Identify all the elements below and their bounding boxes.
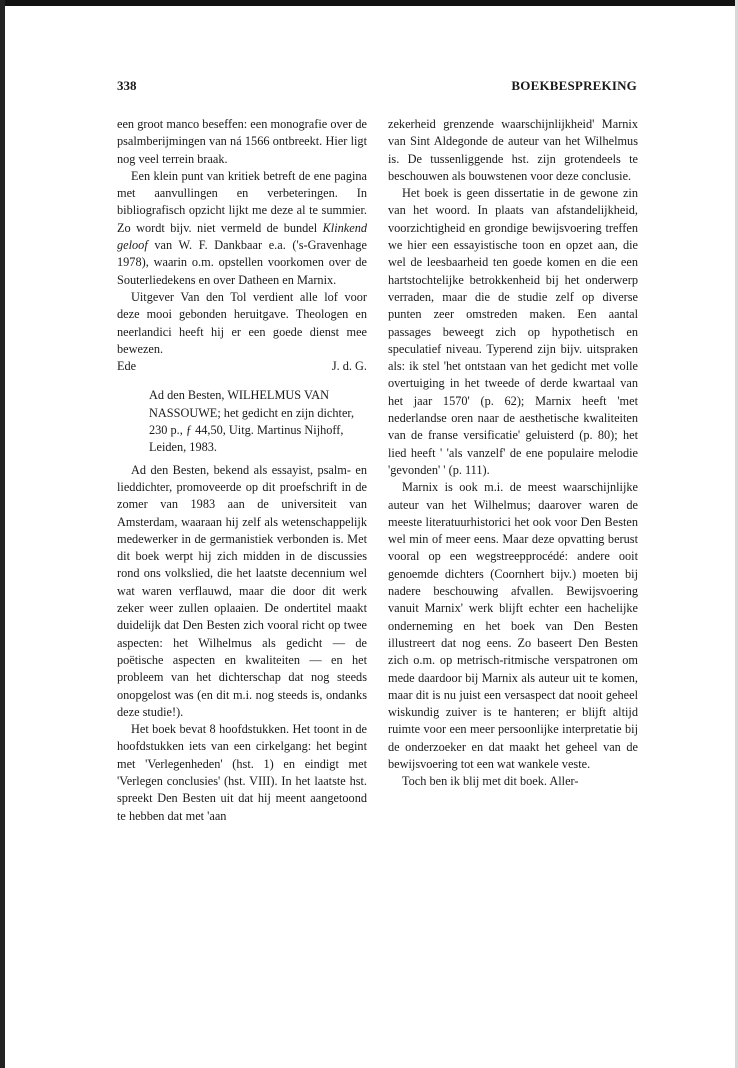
running-head: BOEKBESPREKING xyxy=(511,78,637,93)
signature-initials: J. d. G. xyxy=(331,359,367,374)
left-column xyxy=(117,116,367,825)
paragraph: Uitgever Van den Tol verdient alle lof voor deze mooi gebonden heruitgave. Theologen en neerlandici heeft hij er een goede dienst mee bewezen. xyxy=(117,289,367,356)
page-header xyxy=(117,78,637,96)
paragraph-text: Een klein punt van kritiek betreft de ene pagina met aanvullingen en verbeteringen. In bibliografisch opzicht lijkt me deze al te summier. Zo wordt bijv. niet vermeld de bundel xyxy=(117,168,367,235)
paragraph-text: van W. F. Dankbaar e.a. ('s-Gravenhage 1978), waarin o.m. opstellen voorkomen over de Souterliedekens en over Datheen en Marnix. xyxy=(117,238,367,287)
scan-edge-left xyxy=(0,0,5,1068)
book-title-italic: Klinkend geloof xyxy=(117,220,367,253)
paragraph: Het boek is geen dissertatie in de gewone zin van het woord. In plaats van afstandelijkheid, voorzichtigheid en grondige bewijsvoering treffen we hier een essayistische toon en opzet aan, die wel de leesbaarheid ten goede komen en die een hartstochtelijke betrokkenheid bij het onderwerp verraden, maar die de studie zelf op diverse punten zeer omstreden maken. Een aantal passages beweegt zich op hypothetisch en speculatief niveau. Typerend zijn bijv. uitspraken als: ik stel 'het ontstaan van het gedicht met volle overtuiging in het tweede of derde kwartaal van het jaar 1570' (p. 62); Marnix heeft 'met nederlandse oren naar de aesthetische kwaliteiten van de franse versificatie' geluisterd (p. 80); het lied heeft ' 'als vanzelf' de ene populaire melodie 'gevonden' ' (p. 111). xyxy=(388,186,638,477)
paragraph: Marnix is ook m.i. de meest waarschijnlijke auteur van het Wilhelmus; daarover waren de meeste literatuurhistorici het ook voor Den Besten wel min of meer eens. Maar deze opvatting berust vooral op een wegstreepprocédé: andere ooit genoemde dichters (Coornhert bijv.) moeten bij nadere beschouwing afvallen. Bewijsvoering vanuit Marnix' werk blijft echter een hachelijke onderneming en het boek van Den Besten illustreert dat nog eens. Zo baseert Den Besten zich o.m. op metrisch-ritmische verspatronen om mede daardoor bij Marnix als auteur uit te komen, maar dit is nu juist een versaspect dat nooit geheel wiskundig zuiver is te hanteren; er blijft altijd ruimte voor een meer persoonlijke interpretatie bij de onderzoeker en dat maakt het geheel van de bewijsvoering tot een wat wankele veste. xyxy=(388,480,638,771)
paragraph: Toch ben ik blij met dit boek. Aller- xyxy=(402,774,579,789)
book-citation: Ad den Besten, WILHELMUS VAN NASSOUWE; het gedicht en zijn dichter, 230 p., ƒ 44,50, Uitg. Martinus Nijhoff, Leiden, 1983. xyxy=(149,388,355,455)
paragraph: Ad den Besten, bekend als essayist, psalm- en lieddichter, promoveerde op dit proefschrift in de zomer van 1983 aan de universiteit van Amsterdam, waaraan hij zelf als wetenschappelijk medewerker in de germanistiek verbonden is. Met dit boek werpt hij zich midden in de discussies rond ons volkslied, die het laatste decennium wel wat waren verflauwd, maar die door dit werk zeker weer zullen oplaaien. De ondertitel maakt duidelijk dat Den Besten zich vooral richt op twee aspecten: het Wilhelmus als gedicht — de poëtische aspecten en kwaliteiten — en het probleem van het dichterschap dat nog steeds onopgelost was (en dit m.i. nog steeds is, ondanks deze studie!). xyxy=(117,462,367,719)
paragraph xyxy=(117,168,367,289)
review-signature xyxy=(117,358,367,375)
signature-place: Ede xyxy=(117,359,137,374)
right-column xyxy=(388,116,638,791)
paragraph: een groot manco beseffen: een monografie over de psalmberijmingen van ná 1566 ontbreekt. Hier ligt nog veel terrein braak. xyxy=(117,117,367,166)
page-number: 338 xyxy=(117,78,137,93)
scan-edge-top xyxy=(0,0,738,6)
paragraph: Het boek bevat 8 hoofdstukken. Het toont in de hoofdstukken iets van een cirkelgang: het begint met 'Verlegenheden' (hst. 1) en eindigt met 'Verlegen conclusies' (hst. VIII). In het laatste hst. spreekt Den Besten uit dat hij meent aangetoond te hebben dat met 'aan xyxy=(117,722,367,823)
paragraph: zekerheid grenzende waarschijnlijkheid' Marnix van Sint Aldegonde de auteur van het Wilhelmus is. De tussenliggende hst. zijn grotendeels te beschouwen als bouwstenen voor deze conclusie. xyxy=(388,117,638,183)
